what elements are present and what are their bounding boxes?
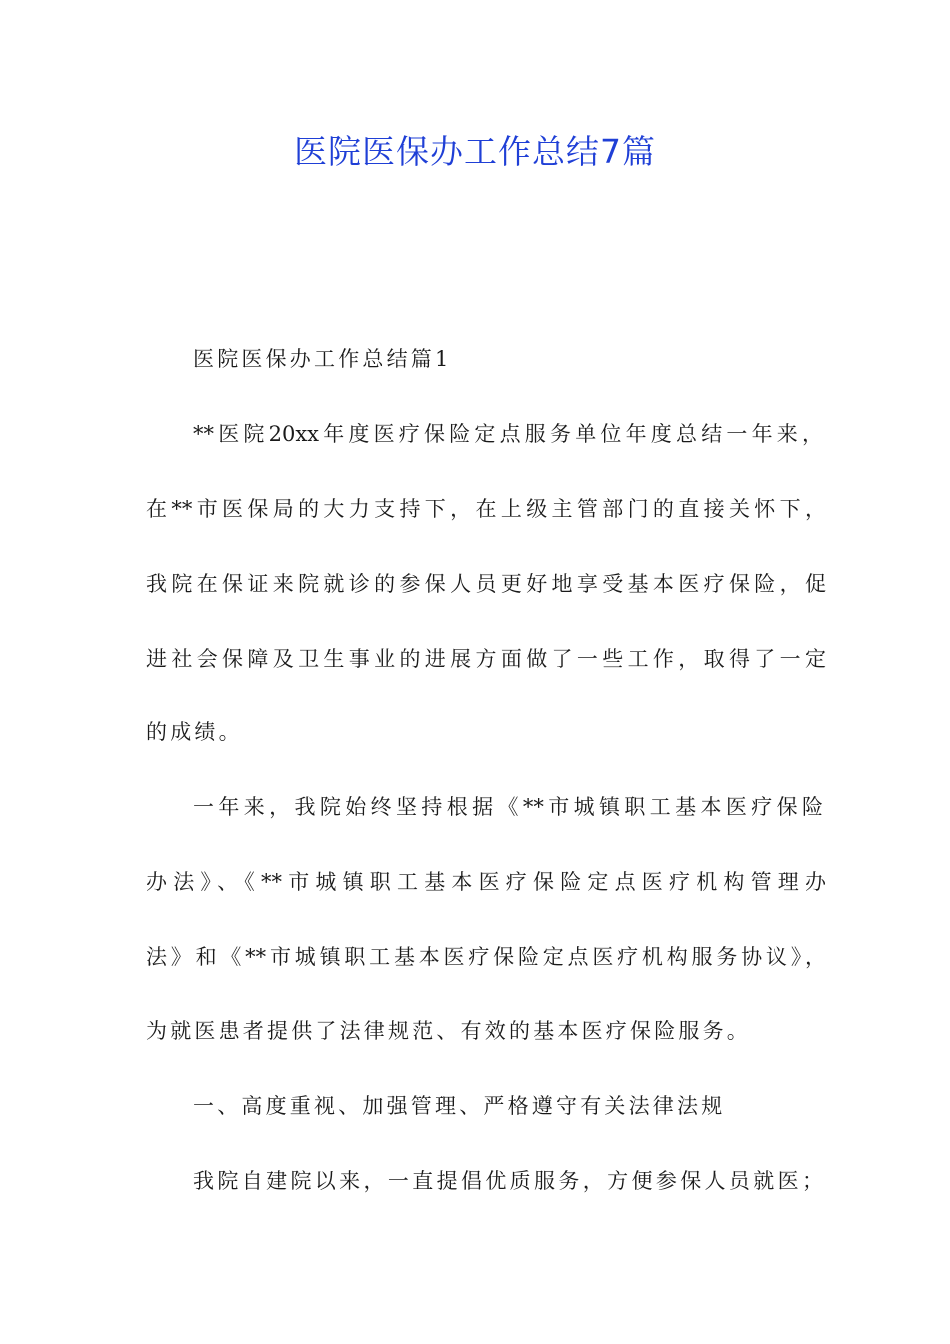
paragraph-line: 一年来，我院始终坚持根据《**市城镇职工基本医疗保险 bbox=[193, 795, 823, 819]
paragraph-line: 的成绩。 bbox=[146, 720, 243, 744]
document-title: 医院医保办工作总结7篇 bbox=[294, 132, 656, 171]
subsection-heading: 一、高度重视、加强管理、严格遵守有关法律法规 bbox=[193, 1094, 726, 1118]
paragraph-line: 在**市医保局的大力支持下，在上级主管部门的直接关怀下， bbox=[146, 497, 826, 521]
paragraph-line: 进社会保障及卫生事业的进展方面做了一些工作，取得了一定 bbox=[146, 647, 826, 671]
paragraph-line: 我院在保证来院就诊的参保人员更好地享受基本医疗保险，促 bbox=[146, 572, 826, 596]
paragraph-line: 为就医患者提供了法律规范、有效的基本医疗保险服务。 bbox=[146, 1019, 751, 1043]
paragraph-line: 我院自建院以来，一直提倡优质服务，方便参保人员就医； bbox=[193, 1169, 823, 1193]
paragraph-line: **医院20xx年度医疗保险定点服务单位年度总结一年来， bbox=[193, 422, 823, 446]
section-heading-1: 医院医保办工作总结篇1 bbox=[193, 347, 452, 371]
paragraph-line: 办法》、《**市城镇职工基本医疗保险定点医疗机构管理办 bbox=[146, 870, 826, 894]
paragraph-line: 法》和《**市城镇职工基本医疗保险定点医疗机构服务协议》， bbox=[146, 945, 826, 969]
